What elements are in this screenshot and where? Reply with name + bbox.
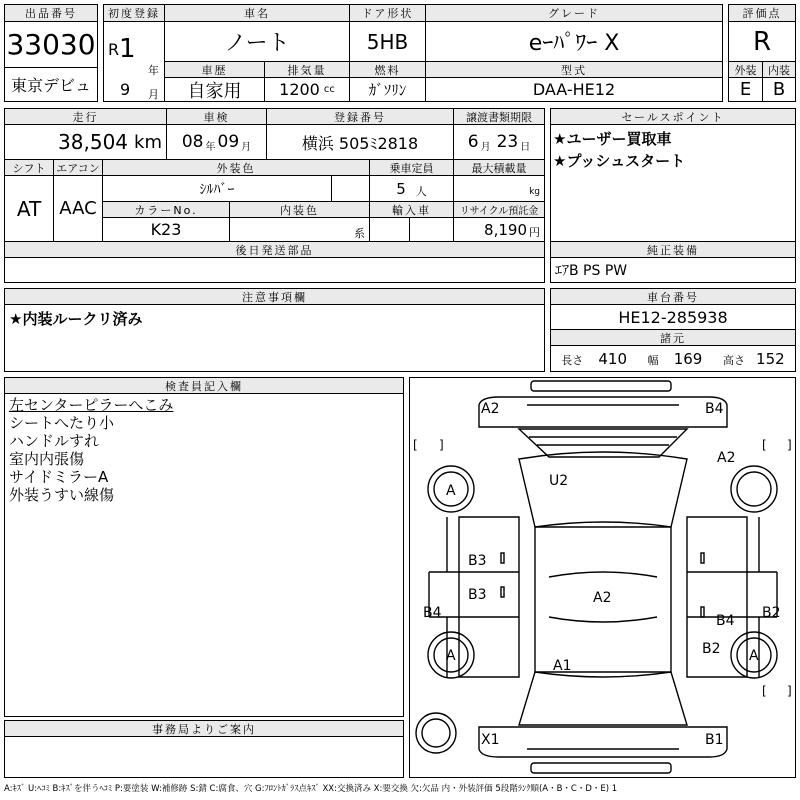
transfer-deadline-day-unit: 日 <box>520 141 531 153</box>
chassis-label: 車台番号 <box>550 288 796 305</box>
score-label: 評価点 <box>728 4 796 22</box>
fuel: ｶﾞｿﾘﾝ <box>349 77 426 102</box>
mileage-label: 走行 <box>4 108 167 125</box>
ext-color: ｼﾙﾊﾞｰ <box>199 181 235 198</box>
grade: eｰﾊﾟﾜｰ X <box>425 21 723 62</box>
fuel-label: 燃料 <box>349 61 426 78</box>
door-type: 5HB <box>349 21 426 62</box>
inspector-line-6: 外装うすい線傷 <box>9 486 115 504</box>
ext-color-cell <box>102 175 332 202</box>
spec-height-label: 高さ <box>722 354 745 367</box>
mark-b4-right-door: B4 <box>716 613 735 629</box>
inspection-year-unit: 年 <box>205 141 216 153</box>
mark-a1-trunk: A1 <box>553 658 572 674</box>
displacement: 1200 <box>279 80 320 99</box>
displacement-unit: cc <box>323 84 335 95</box>
bracket-right-2: ] <box>787 438 792 452</box>
max-load-unit: kg <box>529 186 540 197</box>
office <box>4 736 404 778</box>
import-divider <box>409 217 410 242</box>
mark-x1-rear-left: X1 <box>481 732 500 748</box>
first-registration-year-unit: 年 <box>148 64 159 77</box>
first-registration-label: 初度登録 <box>103 4 165 22</box>
lot-number-label: 出品番号 <box>4 4 98 22</box>
inspection-month-unit: 月 <box>241 141 252 153</box>
mark-b4-front-right: B4 <box>705 401 724 417</box>
inspector-line-3: ハンドルすれ <box>9 432 100 450</box>
sales-point-2: ★プッシュスタート <box>553 152 686 170</box>
bracket-right-1: ] <box>439 438 444 452</box>
int-color-unit: 系 <box>354 226 365 240</box>
spec-length-label: 長さ <box>561 354 584 367</box>
inspector-line-2: シートへたり小 <box>9 414 115 432</box>
transfer-deadline-label: 譲渡書類期限 <box>453 108 545 125</box>
transfer-deadline-day: 23 <box>496 132 519 152</box>
shift-label: シフト <box>4 159 54 176</box>
capacity-cell <box>369 175 454 202</box>
capacity-unit: 人 <box>415 184 427 198</box>
door-type-label: ドア形状 <box>349 4 426 22</box>
inspection-label: 車検 <box>166 108 267 125</box>
color-no: K23 <box>102 217 230 242</box>
mileage-unit: km <box>134 131 162 153</box>
inspector-line-5: サイドミラーA <box>9 468 109 486</box>
first-registration-month: 9 <box>120 80 131 99</box>
displacement-cell <box>264 77 350 102</box>
spec-length: 410 <box>598 350 628 368</box>
equipment: ｴｱB PS PW <box>550 257 796 283</box>
first-registration-era: R <box>108 40 120 59</box>
mark-b4-left: B4 <box>423 605 442 621</box>
mark-a2-roof: A2 <box>593 590 612 606</box>
history-label: 車歴 <box>164 61 265 78</box>
model-code: DAA-HE12 <box>425 77 723 102</box>
specs-cell <box>550 345 796 372</box>
mark-a-wheel-rear-left: A <box>446 648 456 664</box>
office-label: 事務局よりご案内 <box>4 720 404 737</box>
mark-u2-windshield: U2 <box>549 473 569 489</box>
shift: AT <box>4 175 54 242</box>
spec-height: 152 <box>756 350 785 368</box>
specs-label: 諸元 <box>550 329 796 346</box>
history: 自家用 <box>164 77 265 102</box>
recycle: 8,190 <box>484 220 527 239</box>
import-label: 輸入車 <box>369 201 454 218</box>
car-name: ノート <box>164 21 350 62</box>
import-cell <box>369 217 454 242</box>
model-code-label: 型式 <box>425 61 723 78</box>
score: R <box>728 21 796 62</box>
aircon-label: エアコン <box>53 159 103 176</box>
plate: 横浜 505ﾐ2818 <box>266 124 454 160</box>
legend: A:ｷｽﾞ U:ﾍｺﾐ B:ｷｽﾞを伴うﾍｺﾐ P:要塗装 W:補修跡 S:錆 C:腐食、穴 G:ﾌﾛﾝﾄｶﾞﾗｽ点ｷｽﾞ XX:交換済み X:要交換 欠:欠品 内・外装評価 5段階ﾗﾝｸ順(A・B・C・D・E) 1 <box>4 784 618 794</box>
mark-a-wheel-rear-right: A <box>749 648 759 664</box>
color-no-label: カラーNo. <box>102 201 230 218</box>
mileage: 38,504 <box>58 130 129 154</box>
plate-label: 登録番号 <box>266 108 454 125</box>
max-load-cell <box>453 175 545 202</box>
mark-a2-right: A2 <box>717 450 736 466</box>
capacity: 5 <box>396 179 406 198</box>
interior-grade-label: 内装 <box>762 61 796 78</box>
later-parts <box>4 257 545 283</box>
first-registration-year: 1 <box>119 34 136 64</box>
mileage-cell <box>4 124 167 160</box>
mark-b3-door-1: B3 <box>468 553 487 569</box>
mark-a2-front-left: A2 <box>481 401 500 417</box>
inspection-year: 08 <box>181 132 204 152</box>
capacity-label: 乗車定員 <box>369 159 454 176</box>
auction-venue: 東京デビュ <box>4 67 98 102</box>
inspector-line-4: 室内内張傷 <box>9 450 85 468</box>
bracket-left-1: [ <box>413 438 418 452</box>
mark-b3-door-2: B3 <box>468 587 487 603</box>
sales-points-label: セールスポイント <box>550 108 796 125</box>
grade-label: グレード <box>425 4 723 22</box>
inspection-cell <box>166 124 267 160</box>
recycle-label: リサイクル預託金 <box>453 201 545 218</box>
first-registration-month-unit: 月 <box>148 88 159 101</box>
inspector-label: 検査員記入欄 <box>4 377 404 394</box>
aircon: AAC <box>53 175 103 242</box>
caution-label: 注意事項欄 <box>4 288 545 305</box>
mark-b1-rear-right: B1 <box>705 732 724 748</box>
int-color-label: 内装色 <box>229 201 370 218</box>
ext-color-extra <box>331 175 370 202</box>
transfer-deadline-month-unit: 月 <box>480 141 491 153</box>
later-parts-label: 後日発送部品 <box>4 241 545 258</box>
lot-number: 33030 <box>4 21 98 68</box>
recycle-cell <box>453 217 545 242</box>
interior-grade: B <box>762 77 796 102</box>
mark-b2-rear: B2 <box>702 641 721 657</box>
exterior-grade: E <box>728 77 763 102</box>
ext-color-label: 外装色 <box>102 159 370 176</box>
inspector-line-1: 左センターピラーへこみ <box>9 396 174 414</box>
transfer-deadline-cell <box>453 124 545 160</box>
inspection-month: 09 <box>217 132 240 152</box>
sales-point-1: ★ユーザー買取車 <box>553 130 672 148</box>
recycle-unit: 円 <box>529 225 540 239</box>
chassis: HE12-285938 <box>550 304 796 330</box>
spec-width-label: 幅 <box>647 354 659 367</box>
displacement-label: 排気量 <box>264 61 350 78</box>
mark-a-wheel-front-left: A <box>446 483 456 499</box>
bracket-right-3: ] <box>787 684 792 698</box>
car-diagram <box>409 377 796 778</box>
mark-b2-right: B2 <box>762 605 781 621</box>
int-color-cell <box>229 217 370 242</box>
transfer-deadline-month: 6 <box>467 132 479 152</box>
car-name-label: 車名 <box>164 4 350 22</box>
bracket-left-2: [ <box>762 438 767 452</box>
bracket-left-3: [ <box>762 684 767 698</box>
max-load-label: 最大積載量 <box>453 159 545 176</box>
caution-note: ★内装ルークリ済み <box>9 310 143 328</box>
equipment-label: 純正装備 <box>550 241 796 258</box>
exterior-grade-label: 外装 <box>728 61 763 78</box>
spec-width: 169 <box>673 350 703 368</box>
